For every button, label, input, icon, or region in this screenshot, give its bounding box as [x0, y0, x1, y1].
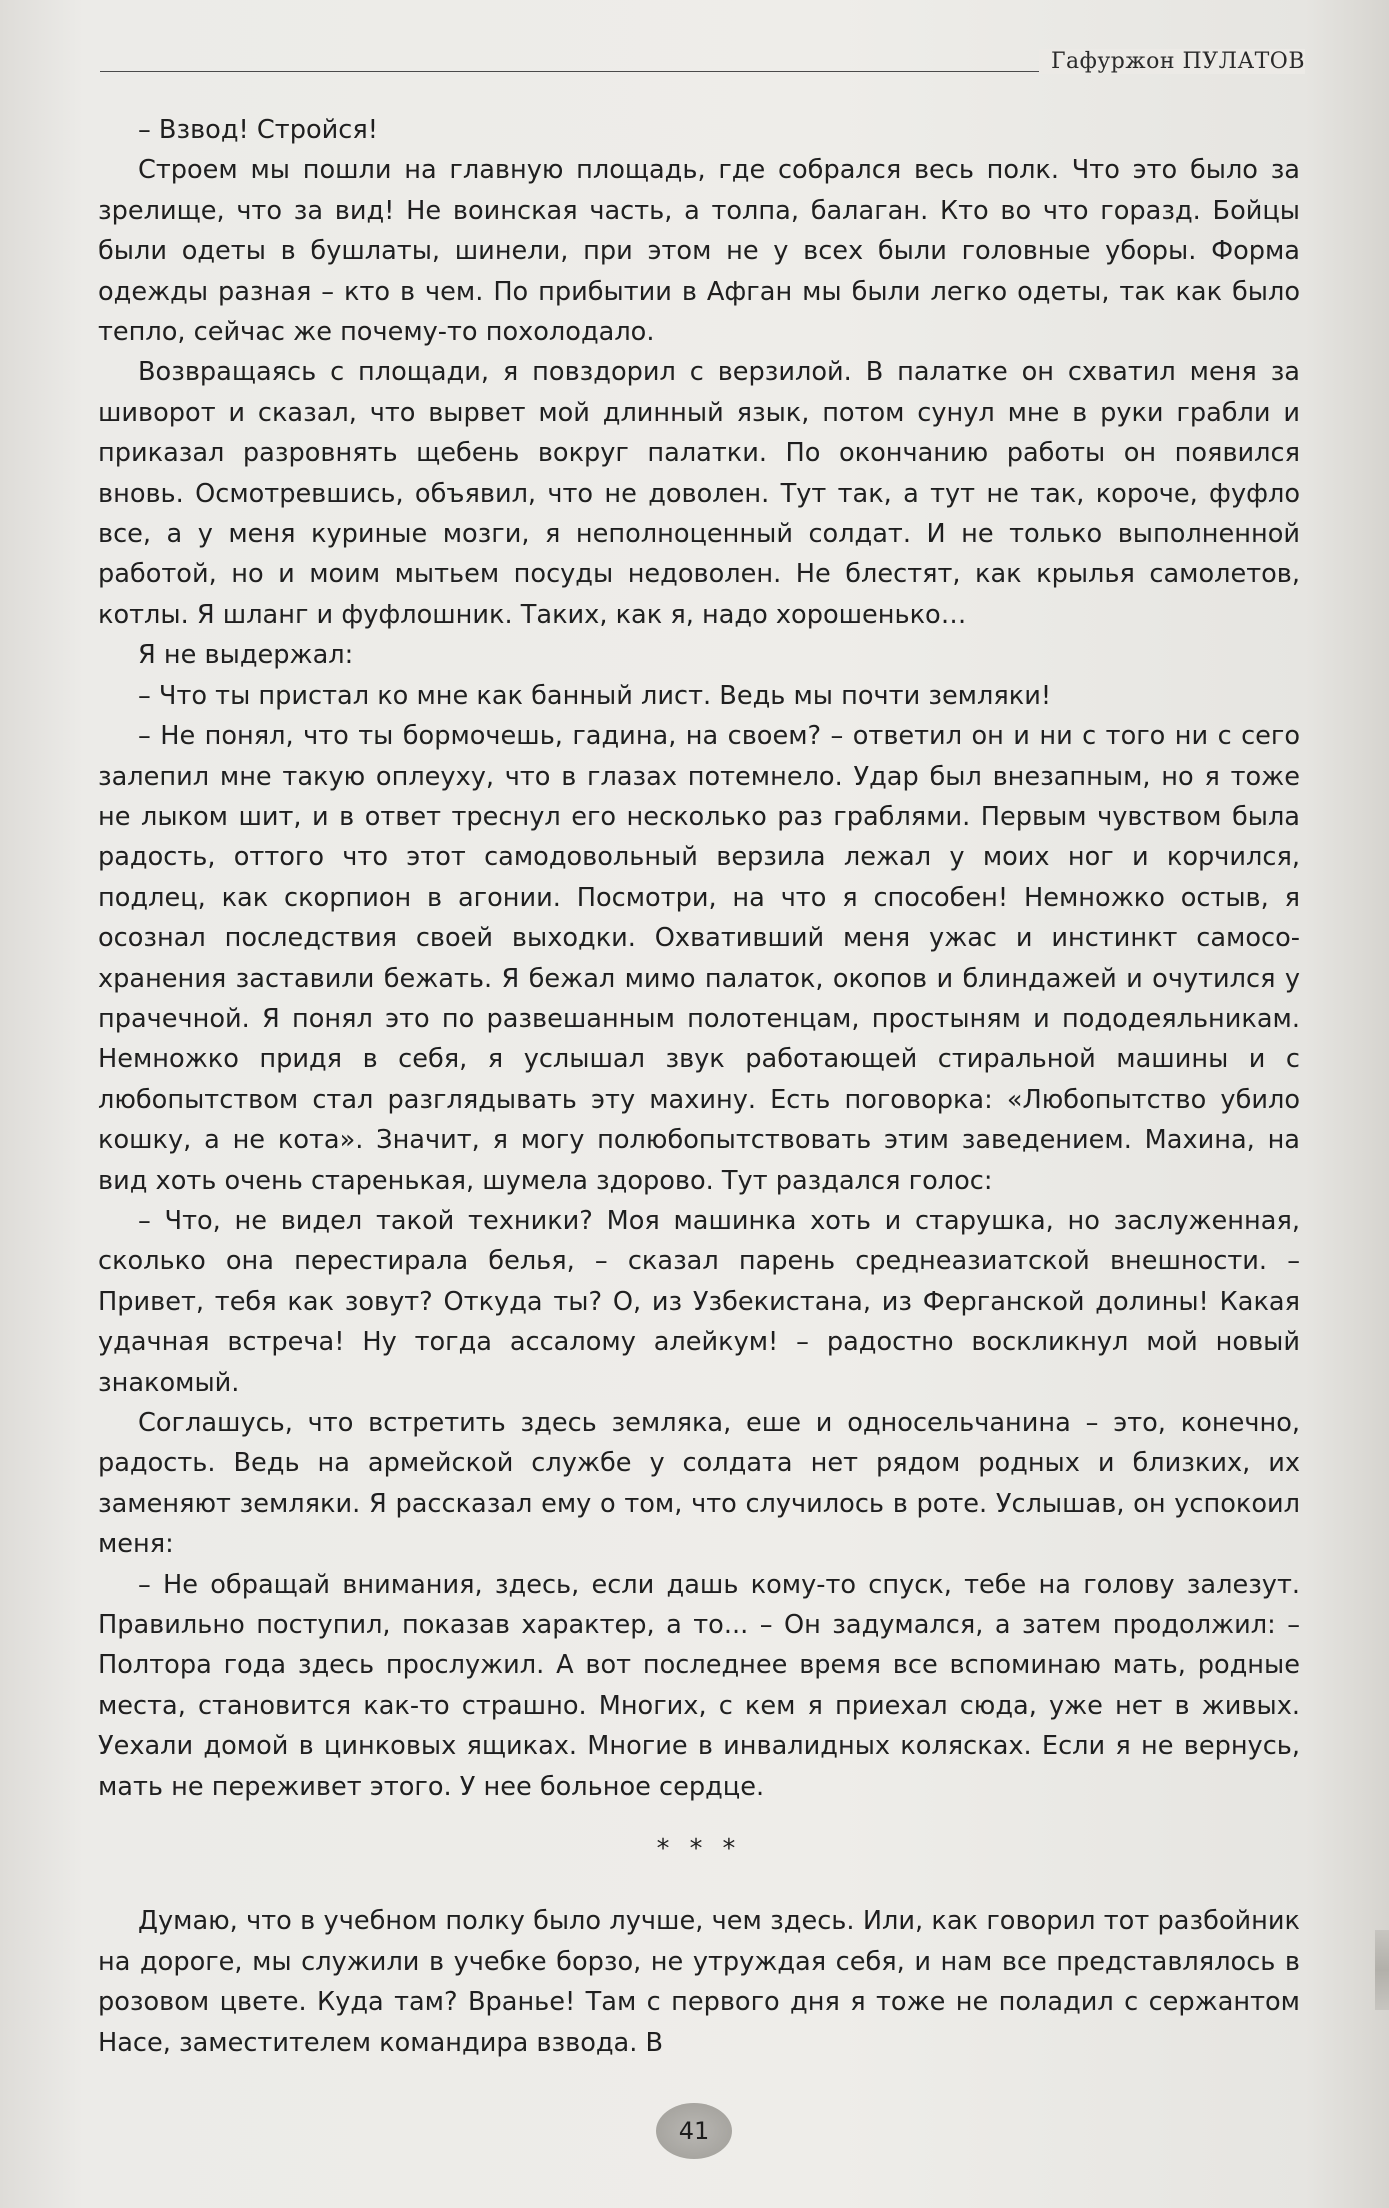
- paragraph: – Не понял, что ты бормочешь, гадина, на своем? – ответил он и ни с того ни с сего залепил мне такую оплеуху, что в глазах потемнело. Удар был внезапным, но я тоже не лыком шит, и в ответ треснул его несколько раз граблями. Первым чувством была радость, оттого что этот самодовольный верзила лежал у моих ног и корчился, подлец, как скорпион в агонии. Посмотри, на что я способен! Немножко остыв, я осознал последствия своей выходки. Охвативший меня ужас и инстинкт самосохранения заставили бежать. Я бежал мимо палаток, окопов и блиндажей и очутился у прачечной. Я понял это по развешанным полотенцам, простыням и пододеяльникам. Немножко придя в себя, я услышал звук работающей стиральной машины и с любопытством стал разглядывать эту махину. Есть поговорка: «Любопытство убило кошку, а не кота». Значит, я могу полюбопытствовать этим заведением. Махина, на вид хоть очень старенькая, шумела здорово. Тут раздался голос:: [98, 721, 1300, 1196]
- paragraph: – Что ты пристал ко мне как банный лист. Ведь мы почти земляки!: [138, 680, 1052, 711]
- running-header: [100, 40, 1305, 74]
- paragraph: Думаю, что в учебном полку было лучше, чем здесь. Или, как говорил тот разбойник на дороге, мы служили в учебке борзо, не утруждая себя, и нам все представлялось в розовом цвете. Куда там? Вранье! Там с первого дня я тоже не поладил с сержантом Насе, заместителем командира взвода. В: [98, 1906, 1300, 2058]
- paragraph: Соглашусь, что встретить здесь земляка, еше и односельчанина – это, конечно, радость. Ведь на армейской службе у солдата нет рядом родных и близких, их заменяют земляки. Я рассказал ему о том, что случилось в роте. Услышав, он успокоил меня:: [98, 1408, 1300, 1560]
- paragraph: – Что, не видел такой техники? Моя машинка хоть и старушка, но заслуженная, сколько она перестирала белья, – сказал парень среднеазиатской внешности. – Привет, тебя как зовут? Откуда ты? О, из Узбекистана, из Ферганской долины! Какая удачная встреча! Ну тогда ассалому алейкум! – радостно воскликнул мой новый знакомый.: [98, 1205, 1300, 1398]
- paragraph: Я не выдержал:: [138, 640, 354, 671]
- paragraph: Возвращаясь с площади, я повздорил с верзилой. В палатке он схватил меня за шиворот и сказал, что вырвет мой длинный язык, потом сунул мне в руки грабли и приказал разровнять щебень вокруг палатки. По окончанию работы он появился вновь. Осмотревшись, объявил, что не доволен. Тут так, а тут не так, короче, фуфло все, а у меня куриные мозги, я неполноценный солдат. И не только выполненной работой, но и моим мытьем посуды недоволен. Не блестят, как крылья самолетов, котлы. Я шланг и фуфлошник. Таких, как я, надо хорошенько…: [98, 357, 1300, 630]
- page-number: 41: [656, 2103, 732, 2159]
- paragraph: – Взвод! Стройся!: [138, 115, 378, 145]
- paragraph: – Не обращай внимания, здесь, если дашь кому-то спуск, тебе на голову залезут. Правильно поступил, показав характер, а то... – Он задумался, а затем продолжил: – Полтора года здесь прослужил. А вот последнее время все вспоминаю мать, родные места, становится как-то страшно. Многих, с кем я приехал сюда, уже нет в живых. Уехали домой в цинковых ящиках. Многие в инвалидных колясках. Если я не вернусь, мать не переживет этого. У нее больное сердце.: [98, 1569, 1300, 1802]
- section-separator: * * *: [656, 1834, 742, 1865]
- edge-mark: [1375, 1930, 1389, 2010]
- header-author: Гафуржон ПУЛАТОВ: [1039, 49, 1305, 74]
- paragraph: Строем мы пошли на главную площадь, где собрался весь полк. Что это было за зрелище, что за вид! Не воинская часть, а толпа, балаган. Кто во что горазд. Бойцы были одеты в бушлаты, шинели, при этом не у всех были головные уборы. Форма одежды разная – кто в чем. По прибытии в Афган мы были легко одеты, так как было тепло, сейчас же почему-то похолодало.: [98, 155, 1300, 348]
- page-body: [98, 110, 1300, 2063]
